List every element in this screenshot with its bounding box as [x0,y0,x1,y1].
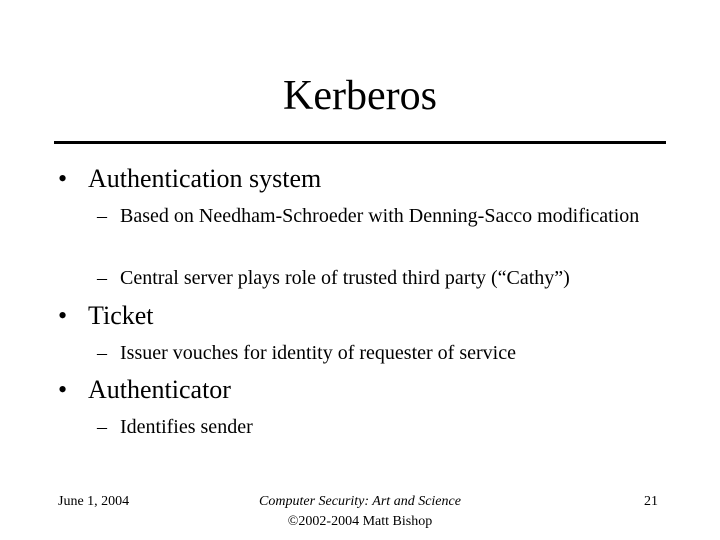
slide-title: Kerberos [283,73,437,119]
sub-bullet-dash: – [97,342,107,364]
page-number: 21 [644,494,658,509]
footer-date: June 1, 2004 [58,494,130,509]
sub-bullet-text: Issuer vouches for identity of requester of service [120,342,516,364]
sub-bullet-text: Based on Needham-Schroeder with Denning-Sacco modification [120,205,640,227]
bullet-item [58,300,154,332]
bullet-item [58,374,231,406]
bullet-marker: • [58,164,68,193]
bullet-text: Ticket [88,301,154,330]
sub-bullet-dash: – [97,416,107,438]
footer-course-title: Computer Security: Art and Science [259,494,461,509]
sub-bullet-text: Central server plays role of trusted third party (“Cathy”) [120,267,570,289]
sub-bullet-item [97,265,667,291]
footer-copyright: ©2002-2004 Matt Bishop [287,514,433,529]
sub-bullet-dash: – [97,267,107,289]
bullet-text: Authentication system [88,164,322,193]
sub-bullet-item [97,203,667,229]
bullet-marker: • [58,375,68,404]
bullet-marker: • [58,301,68,330]
sub-bullet-item [97,414,667,440]
footer-center [200,492,520,532]
sub-bullet-item [97,340,667,366]
sub-bullet-text: Identifies sender [120,416,253,438]
title-divider [54,141,666,144]
bullet-text: Authenticator [88,375,231,404]
bullet-item [58,163,321,195]
sub-bullet-dash: – [97,205,107,227]
